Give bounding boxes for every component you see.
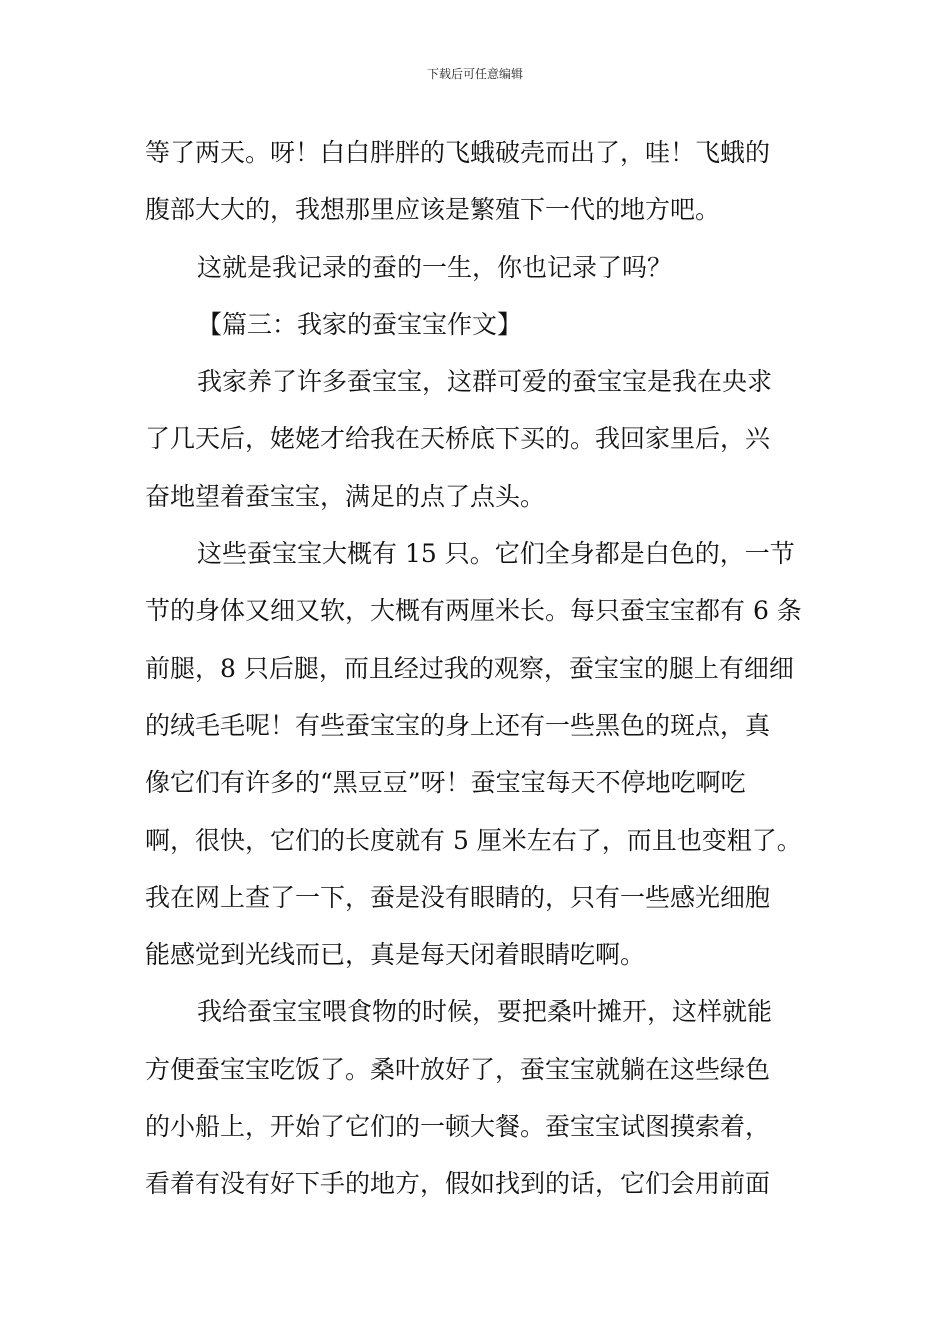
text-line: 前腿，8 只后腿，而且经过我的观察，蚕宝宝的腿上有细细 bbox=[145, 653, 794, 683]
text-line: 的绒毛毛呢！有些蚕宝宝的身上还有一些黑色的斑点，真 bbox=[145, 710, 771, 740]
text-line: 我在网上查了一下，蚕是没有眼睛的，只有一些感光细胞 bbox=[145, 882, 771, 912]
text-line: 啊，很快，它们的长度就有 5 厘米左右了，而且也变粗了。 bbox=[145, 825, 802, 855]
text-line: 看着有没有好下手的地方，假如找到的话，它们会用前面 bbox=[145, 1169, 771, 1199]
page-header-note: 下载后可任意编辑 bbox=[426, 67, 523, 81]
text-line: 这就是我记录的蚕的一生，你也记录了吗？ bbox=[197, 252, 673, 282]
section-heading: 【篇三：我家的蚕宝宝作文】 bbox=[197, 309, 523, 339]
text-line: 我家养了许多蚕宝宝，这群可爱的蚕宝宝是我在央求 bbox=[197, 367, 773, 397]
text-line: 等了两天。呀！白白胖胖的飞蛾破壳而出了，哇！飞蛾的 bbox=[145, 138, 771, 167]
document-body bbox=[145, 124, 810, 1213]
text-line: 节的身体又细又软，大概有两厘米长。每只蚕宝宝都有 6 条 bbox=[145, 596, 802, 626]
text-line: 方便蚕宝宝吃饭了。桑叶放好了，蚕宝宝就躺在这些绿色 bbox=[145, 1054, 771, 1084]
text-line: 能感觉到光线而已，真是每天闭着眼睛吃啊。 bbox=[145, 940, 646, 970]
text-line: 这些蚕宝宝大概有 15 只。它们全身都是白色的，一节 bbox=[197, 539, 795, 569]
text-line: 奋地望着蚕宝宝，满足的点了点头。 bbox=[145, 481, 546, 511]
text-line: 了几天后，姥姥才给我在天桥底下买的。我回家里后，兴 bbox=[145, 424, 771, 454]
text-line: 我给蚕宝宝喂食物的时候，要把桑叶摊开，这样就能 bbox=[197, 997, 773, 1027]
text-line: 像它们有许多的“黑豆豆”呀！蚕宝宝每天不停地吃啊吃 bbox=[145, 768, 746, 798]
text-line: 的小船上，开始了它们的一顿大餐。蚕宝宝试图摸索着， bbox=[145, 1112, 771, 1142]
text-line: 腹部大大的，我想那里应该是繁殖下一代的地方吧。 bbox=[145, 195, 721, 225]
